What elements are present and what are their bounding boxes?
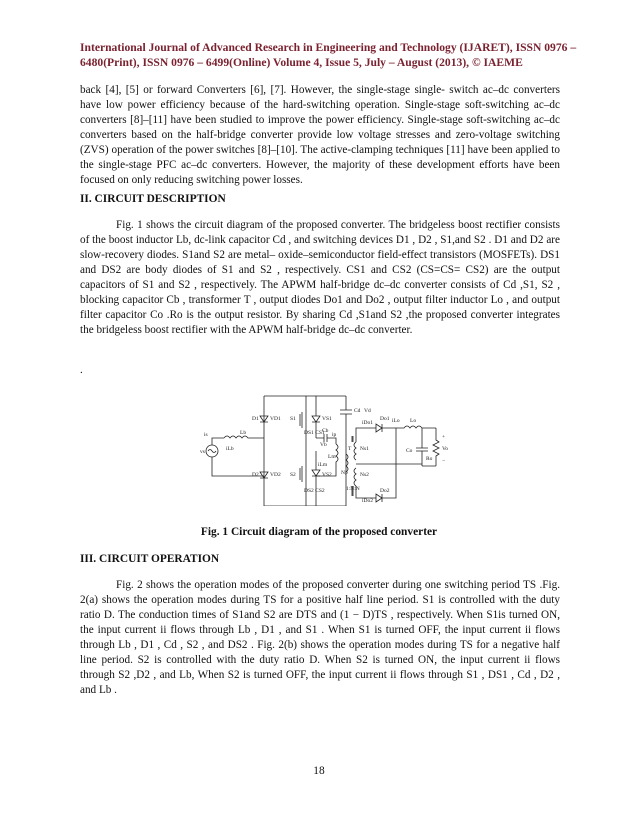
label-vd: Vd [364,408,371,414]
label-s1: S1 [290,416,296,422]
label-ilm: iLm [318,462,328,468]
stray-dot: . [80,364,83,376]
label-vb: Vb [320,442,327,448]
label-minus: − [442,458,446,464]
page-number: 18 [313,765,325,777]
label-ido1: iDo1 [362,420,373,426]
label-ilb: iLb [226,446,234,452]
label-ip: ip [332,432,337,438]
body-diode-ds2 [312,451,320,506]
intro-paragraph: back [4], [5] or forward Converters [6], [7]. However, the single-stage single- switch ac–dc converters have low power efficiency because of the hard-switching operation. Single-stage soft-switching ac–dc converters [8]–[11] have been studied to improve the power efficiency. Single-stage soft-switching ac–dc converters based on the half-bridge converter provide low voltage stresses and zero-voltage switching (ZVS) operation of the power switches [8]–[10]. The active-clamping techniques [11] have been applied to the single-stage PFC ac–dc converters. However, the majority of these development efforts have been focused on only reducing switching power losses. [80,84,560,186]
transformer-secondary [354,442,356,486]
section-3-paragraph: Fig. 2 shows the operation modes of the proposed converter during one switching period TS .Fig. 2(a) shows the operation modes during TS for a positive half line period. S1 is controlled with the duty ratio D. The conduction times of S1and S2 are DTS and (1 − D)TS , respectively. When S1is turned ON, the input current ii flows through Lb , D1 , and S1 . When S1 is turned OFF, the input current ii flows through Lb , D1 , Cd , S2 , and DS2 . Fig. 2(b) shows the operation modes during TS for a negative half line period. S2 is controlled with the duty ratio D. When S2 is turned ON, the input current ii flows through S2 ,D2 , and Lb, When S2 is turned OFF, the input current ii flows through S1 , DS1 , Cd , D2 , and Lb . [80,579,560,696]
label-co: Co [406,448,413,454]
label-cb: Cb [322,428,329,434]
header-line-1: International Journal of Advanced Research in Engineering and Technology (IJARET), ISSN 0976 – [80,41,577,54]
label-ido2: iDo2 [362,498,373,504]
header-line-2: 6480(Print), ISSN 0976 – 6499(Online) Volume 4, Issue 5, July – August (2013), © IAEME [80,56,523,69]
label-ro: Ro [426,456,433,462]
label-s2: S2 [290,472,296,478]
label-d2: D2 [252,472,259,478]
label-np: Np [341,470,348,476]
section-2-paragraph: Fig. 1 shows the circuit diagram of the proposed converter. The bridgeless boost rectifier consists of the boost inductor Lb, dc-link capacitor Cd , and switching devices D1 , D2 , S1,and S2 . D1 and D2 are slow-recovery diodes. S1and S2 are metal– oxide–semiconductor field-effect transistors (MOSFETs). DS1 and DS2 are body diodes of S1 and S2 , respectively. CS1 and CS2 (CS=CS= CS2) are the output capacitors of S1 and S2 , respectively. The APWM half-bridge dc–dc converter consists of Cd ,S1, S2 , blocking capacitor Cb , transformer T , output diodes Do1 and Do2 , output filter inductor Lo , and output filter capacitor Co .Ro is the output resistor. By sharing Cd ,S1and S2 ,the proposed converter integrates the bridgeless boost rectifier with the APWM half-bridge dc–dc converter. [80,219,560,336]
label-ratio: 1:N:N [346,486,360,492]
label-vd1: VD1 [270,416,281,422]
label-vd2: VD2 [270,472,281,478]
ac-wave [208,450,216,453]
switch-s2 [300,466,302,482]
switch-s1 [300,412,302,428]
label-vo: Vo [442,446,449,452]
figure-1-caption: Fig. 1 Circuit diagram of the proposed converter [200,526,438,538]
output-resistor [433,428,439,466]
output-inductor [396,426,436,428]
circuit-labels [200,408,448,504]
label-is: is [204,432,208,438]
label-io: iLo [392,418,400,424]
label-vs: vs [200,449,205,455]
label-cd: Cd [354,408,361,414]
output-diode-do1 [376,424,396,432]
label-plus: + [442,434,446,440]
label-lb: Lb [240,430,247,436]
label-ds2cs2: DS2 CS2 [304,488,325,494]
circuit-svg [196,376,456,506]
section-2-heading: II. CIRCUIT DESCRIPTION [80,193,226,205]
label-ns2: Ns2 [360,472,369,478]
journal-header [80,40,577,70]
label-t: T [348,446,352,452]
label-do2: Do2 [380,488,390,494]
label-lo: Lo [410,418,417,424]
label-d1: D1 [252,416,259,422]
label-vs1: VS1 [322,416,332,422]
section-3-heading: III. CIRCUIT OPERATION [80,553,220,565]
label-lm: Lm [328,454,336,460]
label-vs2: VS2 [322,472,332,478]
label-ds1cs1: DS1 CS1 [304,430,325,436]
label-do1: Do1 [380,416,390,422]
label-ns1: Ns1 [360,446,369,452]
boost-inductor [224,436,264,438]
circuit-diagram [196,376,456,506]
